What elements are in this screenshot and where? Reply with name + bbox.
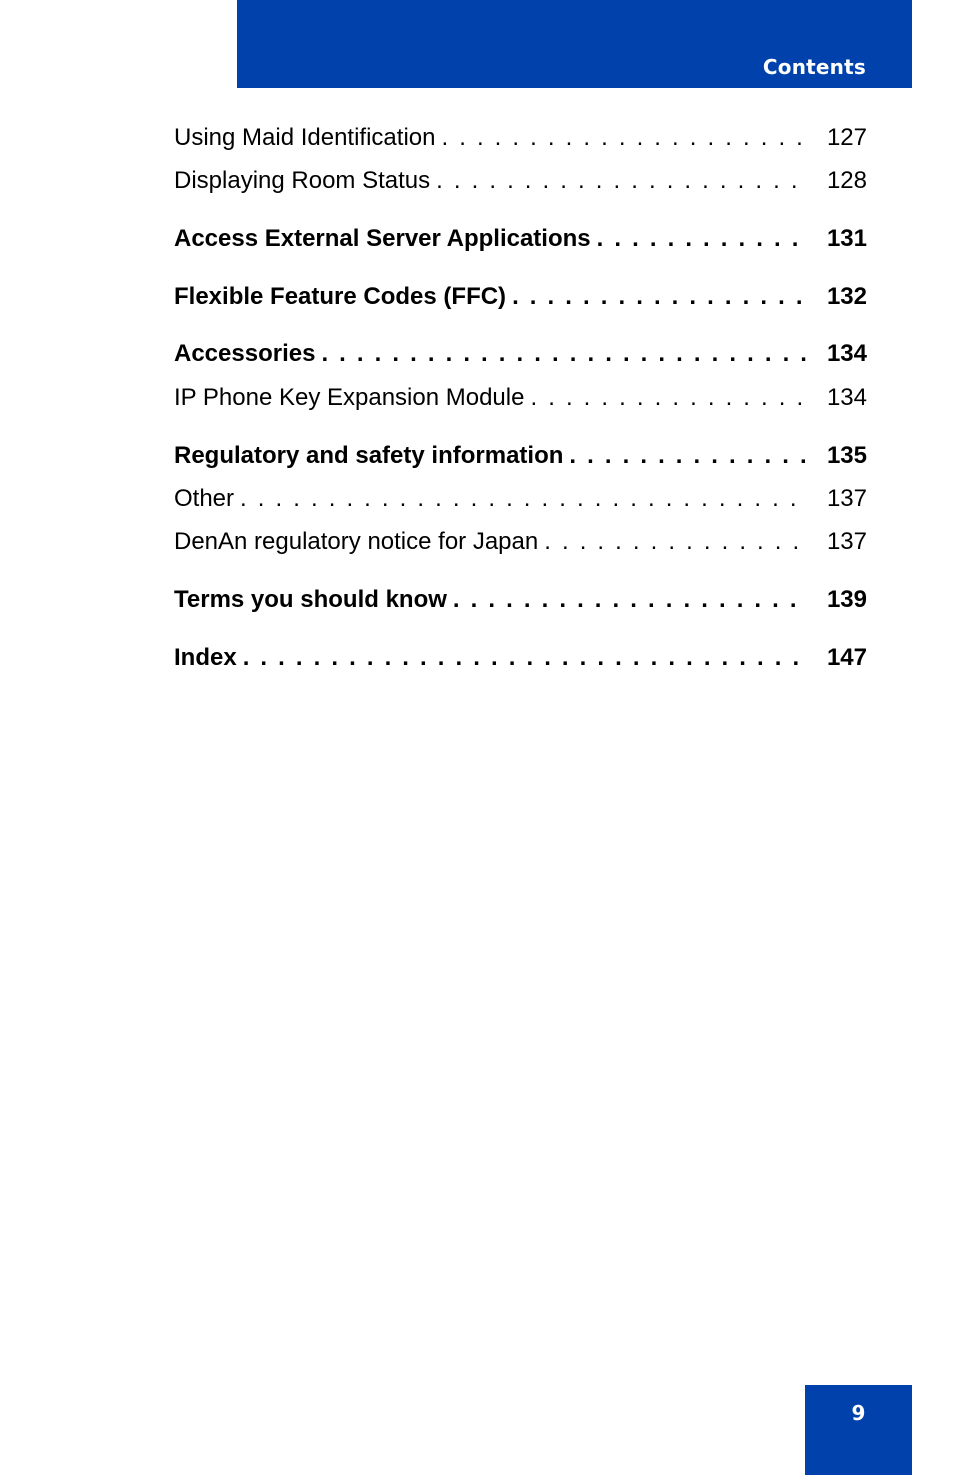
toc-entry[interactable] — [174, 484, 867, 514]
toc-entry-title: Flexible Feature Codes (FFC) — [174, 282, 512, 312]
header-bar — [237, 0, 912, 88]
toc-entry-page: 135 — [826, 442, 867, 469]
toc-entry-title: IP Phone Key Expansion Module — [174, 383, 530, 413]
section-title: Contents — [762, 55, 866, 79]
toc-entry[interactable] — [174, 123, 867, 153]
dot-leader — [597, 224, 809, 254]
dot-leader — [453, 585, 809, 615]
toc-entry-page: 128 — [826, 167, 867, 194]
toc-entry[interactable] — [174, 585, 867, 615]
toc-entry[interactable] — [174, 282, 867, 312]
page-number: 9 — [851, 1401, 866, 1425]
toc-entry-title: Other — [174, 484, 240, 514]
toc-entry[interactable] — [174, 527, 867, 557]
toc-entry-title: DenAn regulatory notice for Japan — [174, 527, 544, 557]
dot-leader — [544, 527, 809, 557]
toc-entry[interactable] — [174, 441, 867, 471]
dot-leader — [569, 441, 809, 471]
toc-entry-title: Displaying Room Status — [174, 166, 436, 196]
toc-entry[interactable] — [174, 166, 867, 196]
dot-leader — [512, 282, 809, 312]
dot-leader — [436, 166, 809, 196]
toc-entry-page: 139 — [826, 586, 867, 613]
toc-entry-page: 147 — [826, 644, 867, 671]
toc-entry[interactable] — [174, 339, 867, 369]
toc-entry-page: 134 — [826, 384, 867, 411]
toc-entry-title: Access External Server Applications — [174, 224, 597, 254]
toc-entry[interactable] — [174, 383, 867, 413]
dot-leader — [321, 339, 809, 369]
page-number-box — [805, 1385, 912, 1475]
toc-entry-page: 137 — [826, 528, 867, 555]
toc-entry-title: Using Maid Identification — [174, 123, 441, 153]
toc-entry-page: 137 — [826, 485, 867, 512]
toc-entry[interactable] — [174, 224, 867, 254]
toc-entry-page: 127 — [826, 124, 867, 151]
dot-leader — [441, 123, 808, 153]
toc-entry-page: 132 — [826, 283, 867, 310]
toc-entry[interactable] — [174, 643, 867, 673]
dot-leader — [243, 643, 809, 673]
toc-entry-title: Index — [174, 643, 243, 673]
toc-entry-title: Accessories — [174, 339, 321, 369]
toc-entry-page: 134 — [826, 340, 867, 367]
dot-leader — [240, 484, 809, 514]
dot-leader — [530, 383, 808, 413]
toc-entry-page: 131 — [826, 225, 867, 252]
toc-entry-title: Regulatory and safety information — [174, 441, 569, 471]
toc-entry-title: Terms you should know — [174, 585, 453, 615]
